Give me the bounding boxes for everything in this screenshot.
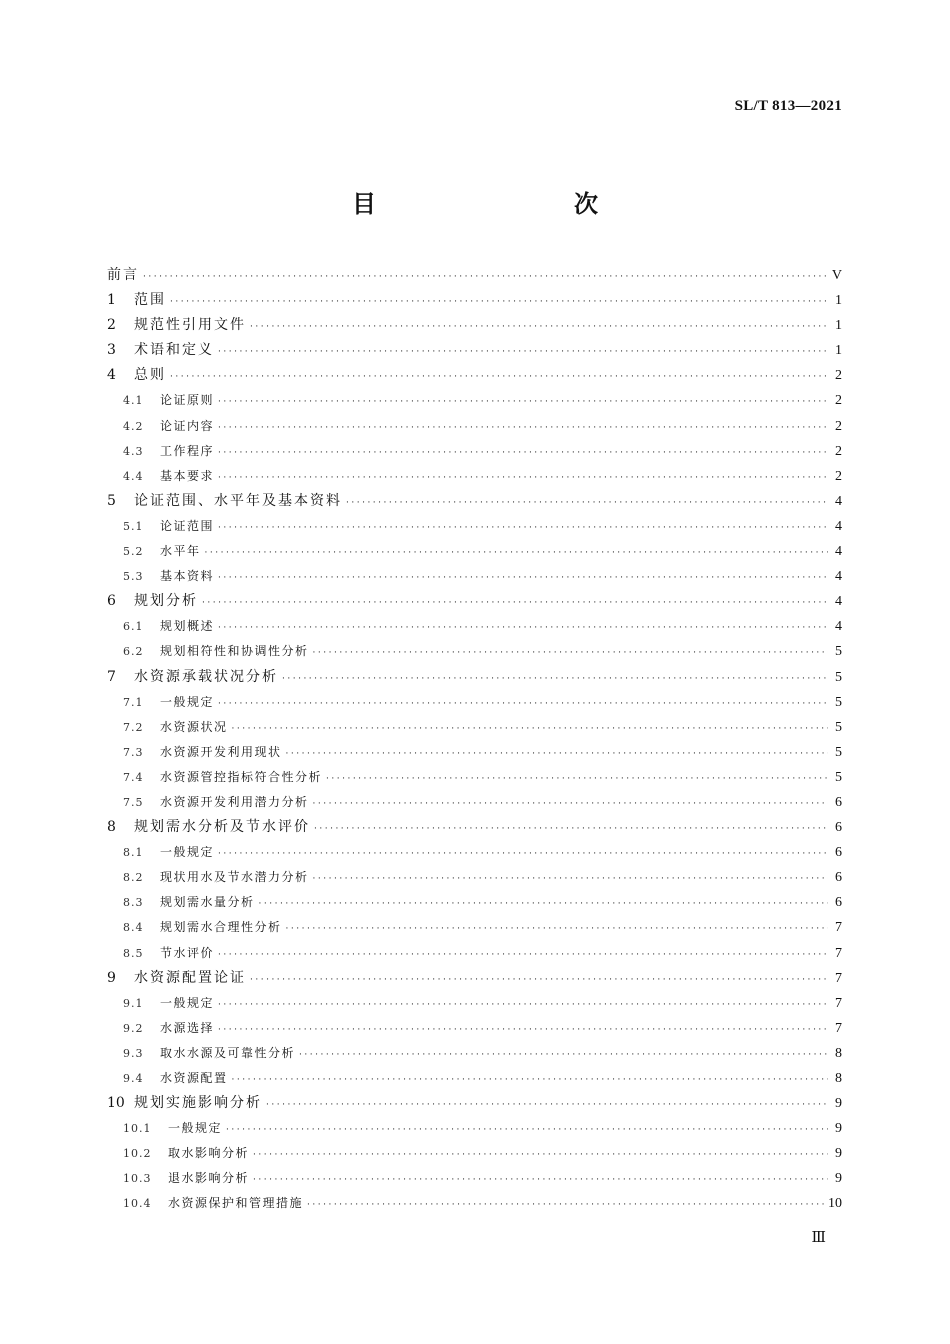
- toc-entry-number: 6.1: [123, 620, 144, 634]
- toc-entry[interactable]: [107, 564, 842, 589]
- toc-leader-dots: [218, 842, 828, 867]
- toc-entry-number: 8.5: [123, 946, 144, 960]
- toc-entry-number: 10.4: [123, 1197, 152, 1211]
- toc-entry-label: 规划实施影响分析: [134, 1095, 262, 1112]
- table-of-contents: [107, 263, 842, 1217]
- toc-entry[interactable]: [107, 1166, 842, 1191]
- toc-entry-number: 10.1: [123, 1122, 152, 1136]
- toc-entry[interactable]: [107, 1091, 842, 1116]
- toc-entry-label: 基本要求: [160, 468, 215, 483]
- toc-entry-number: 8.1: [123, 846, 144, 860]
- toc-entry-number: 5.1: [123, 519, 144, 533]
- toc-entry-page: 1: [835, 343, 842, 359]
- toc-entry-page: 5: [835, 719, 842, 735]
- toc-title: 目 次: [352, 190, 648, 218]
- toc-entry-page: 5: [835, 744, 842, 760]
- toc-leader-dots: [253, 1143, 828, 1168]
- toc-entry[interactable]: [107, 865, 842, 890]
- toc-entry[interactable]: [107, 1116, 842, 1141]
- toc-leader-dots: [218, 466, 828, 491]
- toc-entry[interactable]: [107, 313, 842, 338]
- toc-entry-number: 10.3: [123, 1172, 152, 1186]
- toc-entry[interactable]: [107, 589, 842, 614]
- toc-entry-page: V: [831, 268, 842, 283]
- toc-leader-dots: [218, 340, 828, 365]
- toc-leader-dots: [282, 667, 828, 692]
- toc-entry[interactable]: [107, 915, 842, 940]
- toc-entry[interactable]: [107, 514, 842, 539]
- toc-entry[interactable]: [107, 790, 842, 815]
- toc-leader-dots: [307, 1193, 824, 1218]
- toc-leader-dots: [232, 717, 828, 742]
- toc-entry-number: 9.1: [123, 996, 144, 1010]
- toc-entry-number: 9.3: [123, 1046, 144, 1060]
- toc-entry-label: 取水水源及可靠性分析: [160, 1045, 296, 1060]
- toc-leader-dots: [170, 365, 828, 390]
- toc-leader-dots: [286, 742, 828, 767]
- toc-entry-page: 5: [835, 669, 842, 685]
- toc-entry-number: 9: [107, 969, 116, 986]
- toc-entry-page: 4: [835, 493, 842, 509]
- toc-entry-label: 基本资料: [160, 569, 215, 584]
- toc-entry[interactable]: [107, 614, 842, 639]
- toc-leader-dots: [259, 892, 828, 917]
- toc-entry-number: 7.2: [123, 720, 144, 734]
- toc-entry-number: 4.3: [123, 444, 144, 458]
- toc-entry[interactable]: [107, 966, 842, 991]
- toc-entry-page: 4: [835, 518, 842, 534]
- toc-entry-label: 工作程序: [160, 443, 215, 458]
- toc-entry-label: 水资源承载状况分析: [134, 668, 278, 685]
- toc-entry-page: 10: [828, 1196, 842, 1212]
- toc-entry[interactable]: [107, 840, 842, 865]
- toc-entry-label: 水源选择: [160, 1020, 215, 1035]
- toc-entry-page: 2: [835, 393, 842, 409]
- toc-entry-page: 7: [835, 920, 842, 936]
- toc-entry-page: 7: [835, 970, 842, 986]
- toc-entry-label: 范围: [134, 292, 166, 309]
- toc-entry[interactable]: [107, 1066, 842, 1091]
- toc-entry-number: 6.2: [123, 645, 144, 659]
- toc-entry-page: 6: [835, 794, 842, 810]
- toc-entry-label: 术语和定义: [134, 342, 214, 359]
- toc-entry-page: 4: [835, 569, 842, 585]
- toc-entry[interactable]: [107, 639, 842, 664]
- toc-leader-dots: [205, 541, 828, 566]
- toc-leader-dots: [314, 817, 828, 842]
- toc-entry-label: 一般规定: [160, 694, 215, 709]
- toc-entry-page: 1: [835, 293, 842, 309]
- toc-entry-label: 论证范围、水平年及基本资料: [134, 492, 342, 509]
- toc-entry[interactable]: [107, 439, 842, 464]
- toc-entry[interactable]: [107, 539, 842, 564]
- toc-entry-page: 5: [835, 769, 842, 785]
- toc-entry-number: 7.4: [123, 770, 144, 784]
- standard-code: SL/T 813—2021: [734, 98, 842, 114]
- toc-entry-page: 5: [835, 644, 842, 660]
- toc-entry-label: 节水评价: [160, 945, 215, 960]
- toc-entry[interactable]: [107, 414, 842, 439]
- toc-entry-page: 6: [835, 895, 842, 911]
- toc-entry[interactable]: [107, 1016, 842, 1041]
- toc-entry[interactable]: [107, 363, 842, 388]
- toc-entry-page: 9: [835, 1146, 842, 1162]
- toc-entry-number: 7: [107, 668, 116, 685]
- toc-entry-number: 7.1: [123, 695, 144, 709]
- toc-entry[interactable]: [107, 1191, 842, 1216]
- toc-entry-page: 9: [835, 1171, 842, 1187]
- toc-entry-number: 8.3: [123, 896, 144, 910]
- toc-entry[interactable]: [107, 288, 842, 313]
- toc-entry-page: 2: [835, 468, 842, 484]
- toc-leader-dots: [326, 767, 828, 792]
- toc-entry[interactable]: [107, 1141, 842, 1166]
- toc-entry[interactable]: [107, 715, 842, 740]
- toc-entry[interactable]: [107, 890, 842, 915]
- toc-entry-number: 8: [107, 819, 116, 836]
- toc-leader-dots: [218, 616, 828, 641]
- toc-entry-page: 4: [835, 594, 842, 610]
- toc-entry-label: 一般规定: [168, 1121, 223, 1136]
- toc-entry[interactable]: [107, 665, 842, 690]
- toc-leader-dots: [170, 290, 828, 315]
- toc-entry-label: 退水影响分析: [168, 1171, 250, 1186]
- toc-entry-label: 水资源管控指标符合性分析: [160, 769, 323, 784]
- toc-entry-number: 4.1: [123, 394, 144, 408]
- toc-entry-label: 规划相符性和协调性分析: [160, 644, 309, 659]
- toc-entry-page: 9: [835, 1121, 842, 1137]
- toc-leader-dots: [218, 993, 828, 1018]
- toc-entry-number: 4.2: [123, 419, 144, 433]
- toc-entry-label: 规划分析: [134, 593, 198, 610]
- toc-leader-dots: [218, 390, 828, 415]
- toc-entry-page: 6: [835, 820, 842, 836]
- toc-entry-label: 取水影响分析: [168, 1146, 250, 1161]
- toc-leader-dots: [250, 315, 828, 340]
- toc-entry-page: 2: [835, 418, 842, 434]
- toc-entry-number: 5.3: [123, 570, 144, 584]
- toc-leader-dots: [299, 1043, 828, 1068]
- toc-entry-label: 水资源配置论证: [134, 969, 246, 986]
- toc-entry-label: 水资源状况: [160, 719, 228, 734]
- toc-leader-dots: [346, 491, 828, 516]
- toc-entry-number: 4.4: [123, 469, 144, 483]
- toc-entry-label: 水资源保护和管理措施: [168, 1196, 304, 1211]
- toc-leader-dots: [232, 1068, 828, 1093]
- toc-entry-number: 10: [107, 1095, 125, 1112]
- toc-leader-dots: [250, 968, 828, 993]
- toc-entry-page: 2: [835, 443, 842, 459]
- toc-leader-dots: [313, 792, 828, 817]
- toc-entry[interactable]: [107, 338, 842, 363]
- toc-leader-dots: [286, 917, 828, 942]
- toc-entry-page: 4: [835, 544, 842, 560]
- toc-leader-dots: [226, 1118, 828, 1143]
- toc-entry-label: 水资源开发利用潜力分析: [160, 794, 309, 809]
- toc-entry-label: 总则: [134, 367, 166, 384]
- toc-entry-label: 论证原则: [160, 393, 215, 408]
- toc-entry-number: 2: [107, 317, 116, 334]
- toc-leader-dots: [143, 265, 828, 290]
- toc-entry-number: 6: [107, 593, 116, 610]
- toc-entry-label: 一般规定: [160, 845, 215, 860]
- toc-entry-page: 6: [835, 845, 842, 861]
- toc-entry-page: 4: [835, 619, 842, 635]
- toc-leader-dots: [218, 516, 828, 541]
- toc-entry-label: 规划需水量分析: [160, 895, 255, 910]
- toc-entry-page: 7: [835, 945, 842, 961]
- toc-entry-number: 8.4: [123, 921, 144, 935]
- toc-entry-number: 7.3: [123, 745, 144, 759]
- toc-entry-label: 规划需水分析及节水评价: [134, 819, 310, 836]
- toc-entry-page: 5: [835, 694, 842, 710]
- toc-entry[interactable]: [107, 815, 842, 840]
- toc-entry-number: 7.5: [123, 795, 144, 809]
- toc-entry[interactable]: [107, 263, 842, 288]
- toc-leader-dots: [266, 1093, 828, 1118]
- toc-entry-label: 规范性引用文件: [134, 317, 246, 334]
- toc-entry[interactable]: [107, 489, 842, 514]
- toc-entry-page: 6: [835, 870, 842, 886]
- toc-entry[interactable]: [107, 941, 842, 966]
- toc-entry[interactable]: [107, 464, 842, 489]
- toc-entry-number: 10.2: [123, 1147, 152, 1161]
- toc-entry-page: 7: [835, 995, 842, 1011]
- toc-entry-label: 水资源配置: [160, 1071, 228, 1085]
- toc-entry-label: 水平年: [160, 544, 201, 559]
- toc-entry-number: 8.2: [123, 871, 144, 885]
- toc-entry[interactable]: [107, 690, 842, 715]
- toc-entry-number: 5: [107, 492, 116, 509]
- toc-entry-label: 一般规定: [160, 995, 215, 1010]
- page-number: Ⅲ: [811, 1230, 826, 1246]
- toc-entry[interactable]: [107, 991, 842, 1016]
- toc-entry[interactable]: [107, 765, 842, 790]
- toc-entry-number: 9.4: [123, 1072, 144, 1085]
- toc-entry-page: 7: [835, 1020, 842, 1036]
- toc-entry-page: 9: [835, 1096, 842, 1112]
- toc-leader-dots: [313, 641, 828, 666]
- toc-entry-label: 前言: [107, 267, 139, 283]
- toc-leader-dots: [218, 441, 828, 466]
- toc-entry-number: 1: [107, 292, 116, 309]
- toc-entry-label: 规划概述: [160, 619, 215, 634]
- toc-leader-dots: [202, 591, 828, 616]
- toc-entry-number: 4: [107, 367, 116, 384]
- toc-entry-label: 水资源开发利用现状: [160, 744, 282, 759]
- toc-entry-page: 1: [835, 318, 842, 334]
- toc-entry-page: 8: [835, 1071, 842, 1086]
- toc-entry[interactable]: [107, 388, 842, 413]
- toc-leader-dots: [253, 1168, 828, 1193]
- toc-entry[interactable]: [107, 740, 842, 765]
- toc-leader-dots: [218, 416, 828, 441]
- toc-leader-dots: [313, 867, 828, 892]
- toc-entry-number: 5.2: [123, 545, 144, 559]
- toc-leader-dots: [218, 1018, 828, 1043]
- toc-leader-dots: [218, 692, 828, 717]
- toc-entry-label: 规划需水合理性分析: [160, 920, 282, 935]
- toc-entry-label: 论证范围: [160, 518, 215, 533]
- toc-entry-number: 3: [107, 342, 116, 359]
- toc-leader-dots: [218, 943, 828, 968]
- toc-entry-page: 8: [835, 1045, 842, 1061]
- toc-entry-number: 9.2: [123, 1021, 144, 1035]
- toc-entry-label: 论证内容: [160, 418, 215, 433]
- toc-entry-label: 现状用水及节水潜力分析: [160, 870, 309, 885]
- toc-entry-page: 2: [835, 368, 842, 384]
- toc-leader-dots: [218, 566, 828, 591]
- toc-entry[interactable]: [107, 1041, 842, 1066]
